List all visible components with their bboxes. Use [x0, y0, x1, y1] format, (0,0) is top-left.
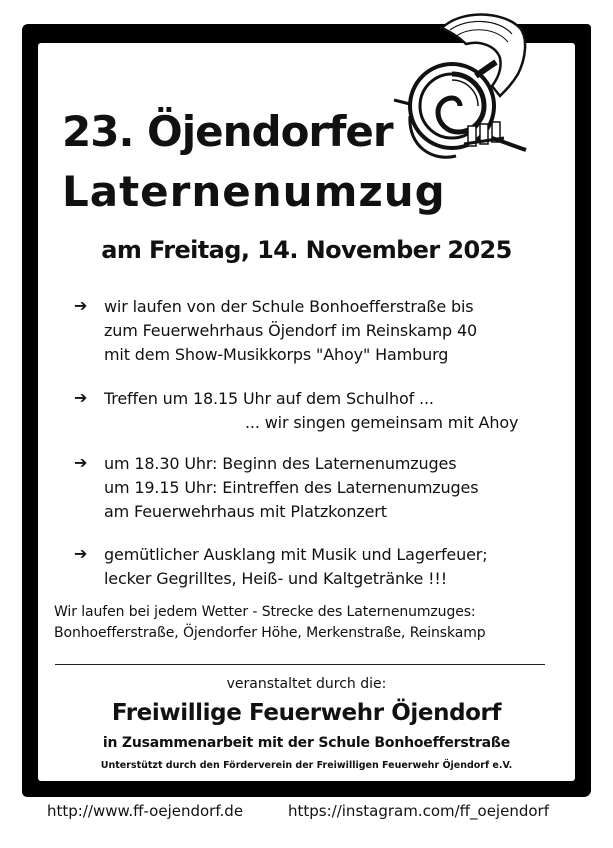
arrow-right-icon: ➔ [74, 296, 88, 315]
bullet-text: um 19.15 Uhr: Eintreffen des Laternenumzuges [104, 478, 479, 497]
cooperation-text: in Zusammenarbeit mit der Schule Bonhoefferstraße [102, 735, 511, 751]
sousaphone-icon [380, 6, 530, 166]
bullet-text: Treffen um 18.15 Uhr auf dem Schulhof ... [104, 389, 434, 408]
arrow-right-icon: ➔ [74, 453, 88, 472]
event-title-line1: 23. Öjendorfer [62, 107, 393, 156]
notice-line: Wir laufen bei jedem Wetter - Strecke des Laternenumzuges: [54, 604, 476, 620]
bullet-text: wir laufen von der Schule Bonhoefferstraße bis [104, 297, 474, 316]
event-title-line2: Laternenumzug [62, 167, 446, 216]
notice-line: Bonhoefferstraße, Öjendorfer Höhe, Merkenstraße, Reinskamp [54, 625, 486, 641]
bullet-text: zum Feuerwehrhaus Öjendorf im Reinskamp 40 [104, 321, 478, 340]
bullet-text: ... wir singen gemeinsam mit Ahoy [245, 413, 519, 432]
arrow-right-icon: ➔ [74, 388, 88, 407]
support-text: Unterstützt durch den Förderverein der Freiwilligen Feuerwehr Öjendorf e.V. [100, 760, 513, 771]
bullet-text: lecker Gegrilltes, Heiß- und Kaltgetränke !!! [104, 569, 447, 588]
organizer-name: Freiwillige Feuerwehr Öjendorf [111, 700, 502, 726]
bullet-text: gemütlicher Ausklang mit Musik und Lagerfeuer; [104, 545, 488, 564]
event-date: am Freitag, 14. November 2025 [101, 236, 512, 264]
bullet-text: am Feuerwehrhaus mit Platzkonzert [104, 502, 387, 521]
bullet-text: um 18.30 Uhr: Beginn des Laternenumzuges [104, 454, 457, 473]
divider [55, 664, 545, 665]
website-link[interactable]: http://www.ff-oejendorf.de [47, 802, 244, 820]
weather-notice [54, 602, 486, 644]
arrow-right-icon: ➔ [74, 544, 88, 563]
instagram-link[interactable]: https://instagram.com/ff_oejendorf [288, 802, 549, 820]
organizer-label: veranstaltet durch die: [226, 676, 387, 692]
bullet-text: mit dem Show-Musikkorps "Ahoy" Hamburg [104, 345, 449, 364]
